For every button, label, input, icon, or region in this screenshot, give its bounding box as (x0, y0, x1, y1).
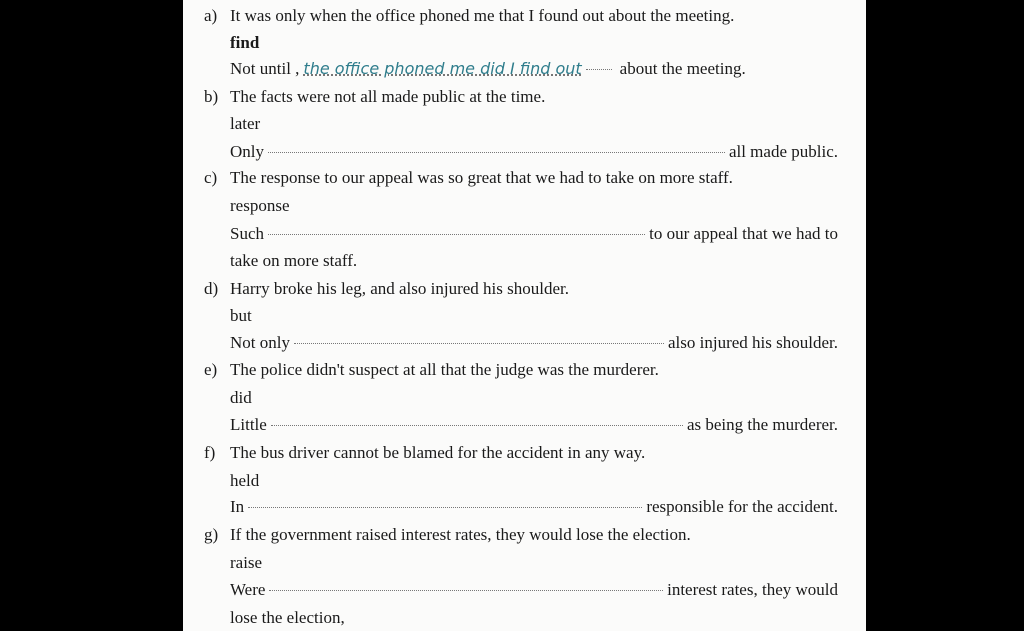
item-label: b) (204, 87, 219, 106)
item-sentence: The response to our appeal was so great that we had to take on more staff. (230, 168, 733, 187)
sentence-start: Were (230, 580, 266, 599)
sentence-start: Little (230, 415, 267, 434)
item-sentence: If the government raised interest rates, they would lose the election. (230, 525, 691, 544)
worksheet-page (183, 0, 866, 631)
keyword: but (230, 306, 252, 325)
answer-blank[interactable] (294, 343, 664, 344)
keyword: later (230, 114, 261, 133)
item-a-answer-row (230, 59, 838, 79)
item-sentence: The bus driver cannot be blamed for the accident in any way. (230, 443, 646, 462)
item-g-answer-row (230, 580, 838, 600)
sentence-continuation: take on more staff. (230, 251, 358, 270)
sentence-start: Not until , (230, 59, 300, 78)
item-sentence: The facts were not all made public at the time. (230, 87, 546, 106)
keyword: held (230, 471, 260, 490)
sentence-end: about the meeting. (619, 59, 746, 78)
sentence-end: interest rates, they would (667, 580, 838, 599)
answer-blank[interactable] (269, 590, 663, 591)
answer-dots (586, 69, 612, 70)
answer-blank[interactable] (268, 152, 725, 153)
sentence-start: Not only (230, 333, 290, 352)
item-label: d) (204, 279, 219, 298)
keyword: raise (230, 553, 263, 572)
sentence-end: to our appeal that we had to (649, 224, 838, 243)
item-d-answer-row (230, 333, 838, 353)
keyword: find (230, 33, 260, 52)
keyword: did (230, 388, 252, 407)
item-c-answer-row (230, 224, 838, 244)
item-label: f) (204, 443, 216, 462)
item-f-answer-row (230, 497, 838, 517)
sentence-start: Only (230, 142, 264, 161)
sentence-end: also injured his shoulder. (668, 333, 838, 352)
item-label: a) (204, 6, 218, 25)
item-e-answer-row (230, 415, 838, 435)
sentence-end: responsible for the accident. (646, 497, 838, 516)
item-label: g) (204, 525, 219, 544)
answer-blank[interactable] (268, 234, 645, 235)
item-label: e) (204, 360, 218, 379)
sentence-start: Such (230, 224, 264, 243)
keyword: response (230, 196, 290, 215)
sentence-end: all made public. (728, 142, 838, 161)
sentence-start: In (230, 497, 245, 516)
answer-blank[interactable] (248, 507, 642, 508)
item-sentence: It was only when the office phoned me that I found out about the meeting. (230, 6, 735, 25)
item-b-answer-row (230, 142, 838, 162)
sentence-continuation: lose the election, (230, 608, 345, 627)
handwritten-answer[interactable]: the office phoned me did I find out (303, 59, 582, 78)
answer-blank[interactable] (271, 425, 683, 426)
item-label: c) (204, 168, 218, 187)
sentence-end: as being the murderer. (686, 415, 838, 434)
item-sentence: Harry broke his leg, and also injured his shoulder. (230, 279, 569, 298)
item-sentence: The police didn't suspect at all that the judge was the murderer. (230, 360, 659, 379)
